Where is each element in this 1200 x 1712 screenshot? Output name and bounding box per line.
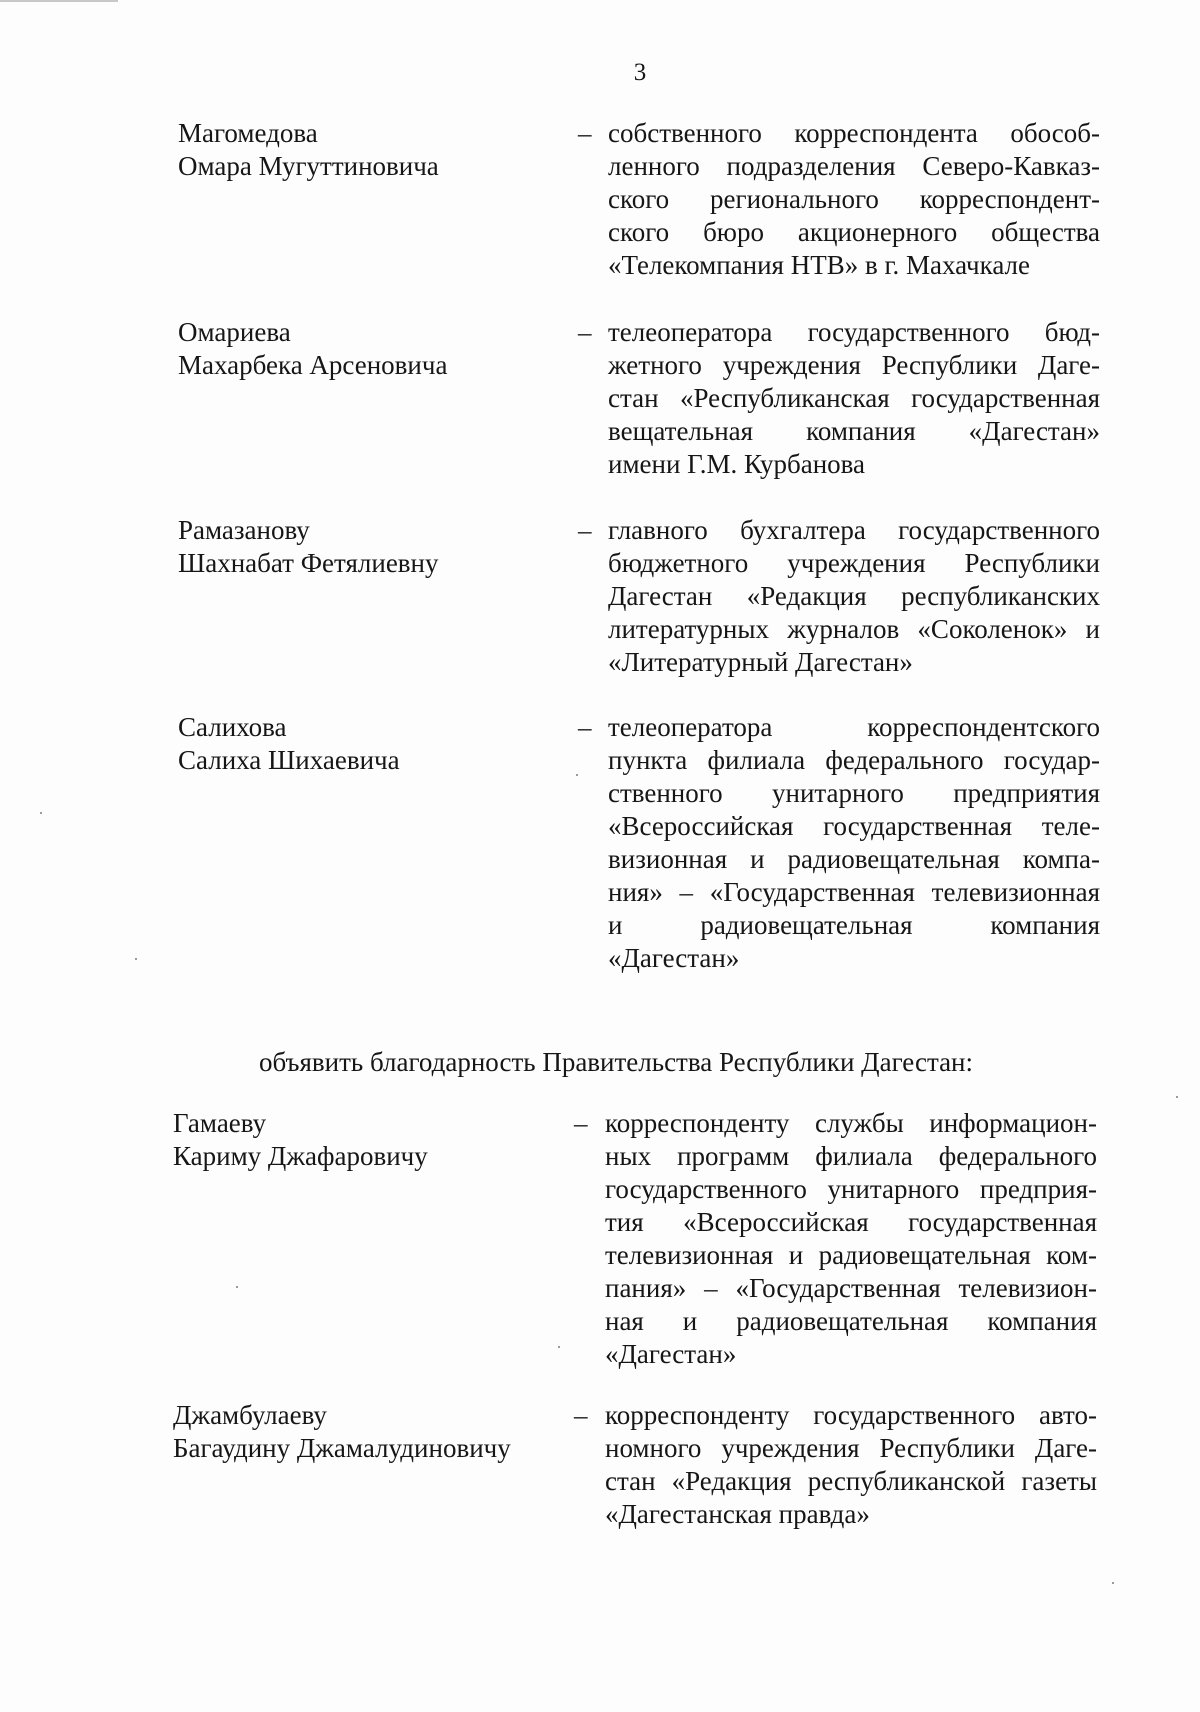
- person-name-line: Кариму Джафаровичу: [173, 1141, 428, 1171]
- page-number: 3: [633, 59, 647, 86]
- position-description-line: «Дагестан»: [608, 943, 740, 973]
- position-description-line: телевизионная и радиовещательная ком-: [605, 1240, 1097, 1270]
- position-description-line: корреспонденту государственного авто-: [605, 1400, 1097, 1430]
- dash-separator: –: [578, 118, 592, 148]
- dash-separator: –: [578, 317, 592, 347]
- position-description: [605, 1399, 1097, 1531]
- position-description-line: тия «Всероссийская государственная: [605, 1207, 1097, 1237]
- dash-separator: –: [578, 515, 592, 545]
- position-description: [608, 117, 1100, 282]
- scan-speck: [135, 958, 137, 960]
- position-description-line: вещательная компания «Дагестан»: [608, 416, 1100, 446]
- position-description-line: бюджетного учреждения Республики: [608, 548, 1100, 578]
- dash-separator: –: [574, 1400, 588, 1430]
- person-name-line: Гамаеву: [173, 1108, 267, 1138]
- scan-speck: [1176, 1096, 1178, 1098]
- position-description-line: литературных журналов «Соколенок» и: [608, 614, 1100, 644]
- position-description-line: и радиовещательная компания: [608, 910, 1100, 940]
- position-description-line: Дагестан «Редакция республиканских: [608, 581, 1100, 611]
- position-description-line: государственного унитарного предприя-: [605, 1174, 1097, 1204]
- person-name-line: Салихова: [178, 712, 287, 742]
- position-description-line: ния» – «Государственная телевизионная: [608, 877, 1100, 907]
- position-description-line: телеоператора государственного бюд-: [608, 317, 1100, 347]
- position-description-line: ственного унитарного предприятия: [608, 778, 1100, 808]
- section-heading: объявить благодарность Правительства Республики Дагестан:: [258, 1047, 974, 1077]
- scan-speck: [558, 1346, 560, 1348]
- person-name-line: Омариева: [178, 317, 291, 347]
- person-name-line: Шахнабат Фетялиевну: [178, 548, 439, 578]
- person-name: [178, 316, 558, 382]
- scan-edge-mark: [0, 0, 118, 2]
- person-name-line: Рамазанову: [178, 515, 310, 545]
- person-name-line: Омара Мугуттиновича: [178, 151, 439, 181]
- position-description-line: «Дагестан»: [605, 1339, 737, 1369]
- person-name: [178, 117, 558, 183]
- position-description-line: имени Г.М. Курбанова: [608, 449, 866, 479]
- scan-speck: [576, 774, 578, 776]
- person-name: [178, 711, 558, 777]
- position-description-line: «Дагестанская правда»: [605, 1499, 870, 1529]
- scan-speck: [40, 812, 42, 814]
- person-name: [173, 1399, 553, 1465]
- position-description-line: главного бухгалтера государственного: [608, 515, 1100, 545]
- person-name-line: Багаудину Джамалудиновичу: [173, 1433, 511, 1463]
- person-name: [173, 1107, 553, 1173]
- position-description-line: «Всероссийская государственная теле-: [608, 811, 1100, 841]
- person-name: [178, 514, 558, 580]
- position-description-line: ных программ филиала федерального: [605, 1141, 1097, 1171]
- scan-speck: [236, 1286, 238, 1288]
- position-description-line: ского бюро акционерного общества: [608, 217, 1100, 247]
- position-description-line: пания» – «Государственная телевизион-: [605, 1273, 1097, 1303]
- position-description-line: визионная и радиовещательная компа-: [608, 844, 1100, 874]
- dash-separator: –: [578, 712, 592, 742]
- person-name-line: Салиха Шихаевича: [178, 745, 400, 775]
- position-description: [605, 1107, 1097, 1371]
- person-name-line: Джамбулаеву: [173, 1400, 327, 1430]
- position-description-line: номного учреждения Республики Даге-: [605, 1433, 1097, 1463]
- position-description: [608, 711, 1100, 975]
- person-name-line: Махарбека Арсеновича: [178, 350, 448, 380]
- position-description: [608, 316, 1100, 481]
- scan-speck: [1112, 1582, 1114, 1584]
- person-name-line: Магомедова: [178, 118, 318, 148]
- position-description-line: «Телекомпания НТВ» в г. Махачкале: [608, 250, 1031, 280]
- position-description-line: ная и радиовещательная компания: [605, 1306, 1097, 1336]
- dash-separator: –: [574, 1108, 588, 1138]
- position-description-line: ленного подразделения Северо-Кавказ-: [608, 151, 1100, 181]
- position-description-line: жетного учреждения Республики Даге-: [608, 350, 1100, 380]
- position-description-line: стан «Республиканская государственная: [608, 383, 1100, 413]
- position-description-line: ского регионального корреспондент-: [608, 184, 1100, 214]
- position-description-line: собственного корреспондента обособ-: [608, 118, 1100, 148]
- position-description-line: стан «Редакция республиканской газеты: [605, 1466, 1097, 1496]
- position-description-line: «Литературный Дагестан»: [608, 647, 913, 677]
- position-description-line: телеоператора корреспондентского: [608, 712, 1100, 742]
- position-description: [608, 514, 1100, 679]
- position-description-line: пункта филиала федерального государ-: [608, 745, 1100, 775]
- position-description-line: корреспонденту службы информацион-: [605, 1108, 1097, 1138]
